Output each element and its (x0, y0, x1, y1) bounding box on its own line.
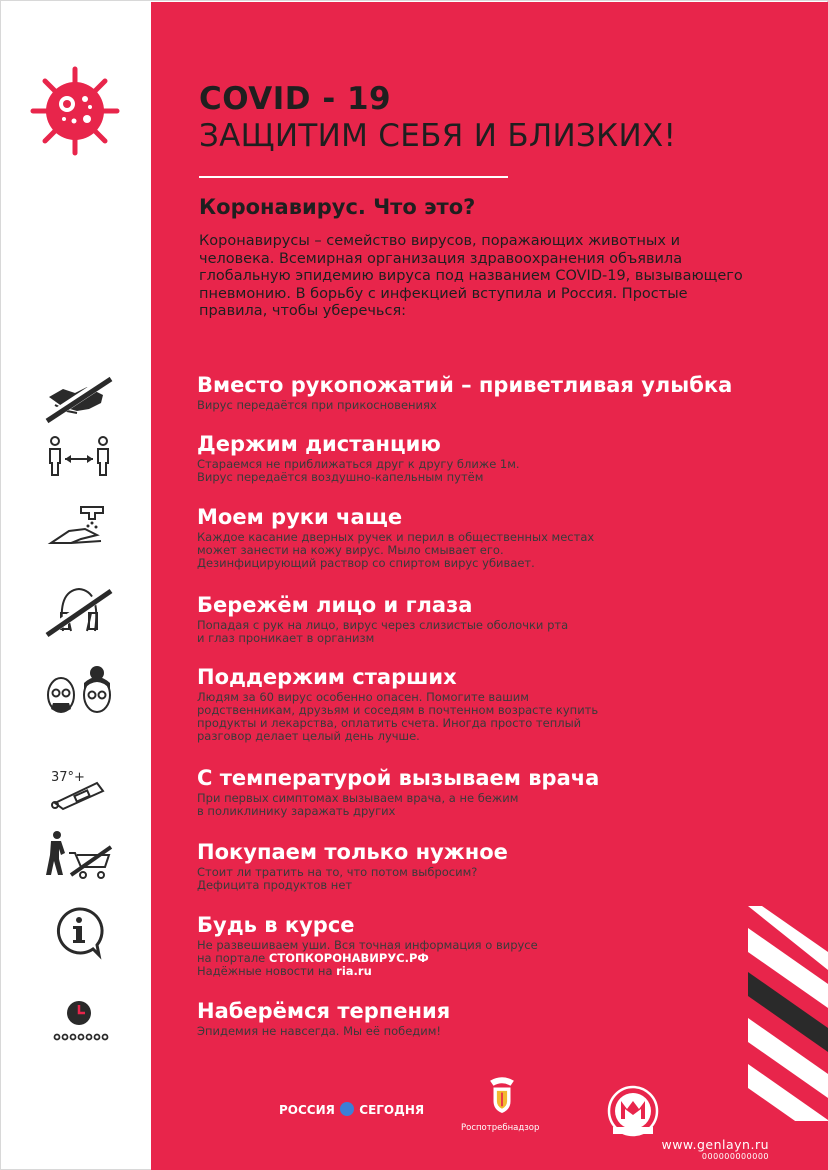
rule-elderly (197, 665, 757, 743)
rule-distance (197, 432, 757, 484)
no-handshake-icon (41, 371, 117, 427)
ria-logo: РОССИЯ СЕГОДНЯ (279, 1103, 425, 1117)
rule-title: Моем руки чаще (197, 505, 403, 529)
rule-face (197, 593, 757, 645)
elderly-icon (41, 663, 117, 719)
rule-title: Наберёмся терпения (197, 999, 451, 1023)
university-seal-icon (601, 1081, 665, 1141)
rospotrebnadzor-logo: Роспотребнадзор (467, 1075, 537, 1133)
svg-text:37°+: 37°+ (51, 770, 85, 785)
rule-title: Вместо рукопожатий – приветливая улыбка (197, 373, 733, 397)
rule-text: Не развешиваем уши. Вся точная информация о вирусе на портале СТОПКОРОНАВИРУС.РФ Надёжные новости на ria.ru (197, 938, 538, 978)
site-info (659, 1137, 769, 1161)
no-shopping-cart-icon (41, 829, 117, 885)
title-line-2: ЗАЩИТИМ СЕБЯ И БЛИЗКИХ! (199, 118, 677, 154)
rule-patience (197, 999, 757, 1038)
rule-shopping (197, 840, 757, 892)
rule-text: Эпидемия не навсегда. Мы её победим! (197, 1024, 442, 1038)
rule-temperature (197, 766, 757, 818)
title-line-1: COVID - 19 (199, 81, 392, 117)
globe-icon (340, 1102, 354, 1116)
emblem-icon (485, 1075, 519, 1117)
thermometer-icon (41, 763, 117, 819)
rule-title: С температурой вызываем врача (197, 766, 600, 790)
rule-wash-hands (197, 505, 757, 570)
clock-icon (41, 991, 117, 1047)
distance-icon (41, 431, 117, 487)
intro-text: Коронавирусы – семейство вирусов, поражающих животных и человека. Всемирная организация здравоохранения объявила глобальную эпидемию вируса под названием COVID-19, вызывающего пневмонию. В борьбу с инфекцией вступила и Россия. Простые правила, чтобы уберечься: (199, 233, 743, 319)
rule-informed (197, 913, 757, 978)
rule-text: Стараемся не приближаться друг к другу ближе 1м. Вирус передаётся воздушно-капельным путём (197, 457, 520, 484)
portal-link[interactable]: СТОПКОРОНАВИРУС.РФ (268, 951, 429, 965)
decorative-stripes (748, 906, 828, 1121)
site-url[interactable]: www.genlayn.ru (661, 1137, 769, 1152)
divider (199, 176, 508, 178)
rule-title: Бережём лицо и глаза (197, 593, 473, 617)
intro-heading: Коронавирус. Что это? (199, 195, 476, 219)
rule-text: Попадая с рук на лицо, вирус через слизистые оболочки рта и глаз проникает в организм (197, 618, 569, 645)
rule-text: Каждое касание дверных ручек и перил в общественных местах может занести на кожу вирус. Мыло смывает его. Дезинфицирующий раствор со спиртом вирус убивает. (197, 530, 595, 570)
rule-title: Будь в курсе (197, 913, 355, 937)
rule-text: При первых симптомах вызываем врача, а не бежим в поликлинику заражать других (197, 791, 519, 818)
rule-text: Стоит ли тратить на то, что потом выбросим? Дефицита продуктов нет (197, 865, 478, 892)
virus-icon (27, 63, 123, 159)
news-link[interactable]: ria.ru (336, 964, 372, 978)
rule-text: Людям за 60 вирус особенно опасен. Помогите вашим родственникам, друзьям и соседям в почтенном возрасте купить продукты и лекарства, оплатить счета. Иногда просто теплый разговор делает целый день лучше. (197, 690, 599, 743)
rule-text: Вирус передаётся при прикосновениях (197, 398, 437, 412)
rule-title: Покупаем только нужное (197, 840, 508, 864)
site-code: 000000000000 (701, 1152, 769, 1161)
rule-title: Поддержим старших (197, 665, 457, 689)
page-title (199, 81, 676, 155)
info-icon (41, 905, 117, 961)
rule-handshake (197, 373, 757, 412)
no-face-touch-icon (41, 583, 117, 639)
rule-title: Держим дистанцию (197, 432, 441, 456)
hand-wash-icon (41, 499, 117, 555)
